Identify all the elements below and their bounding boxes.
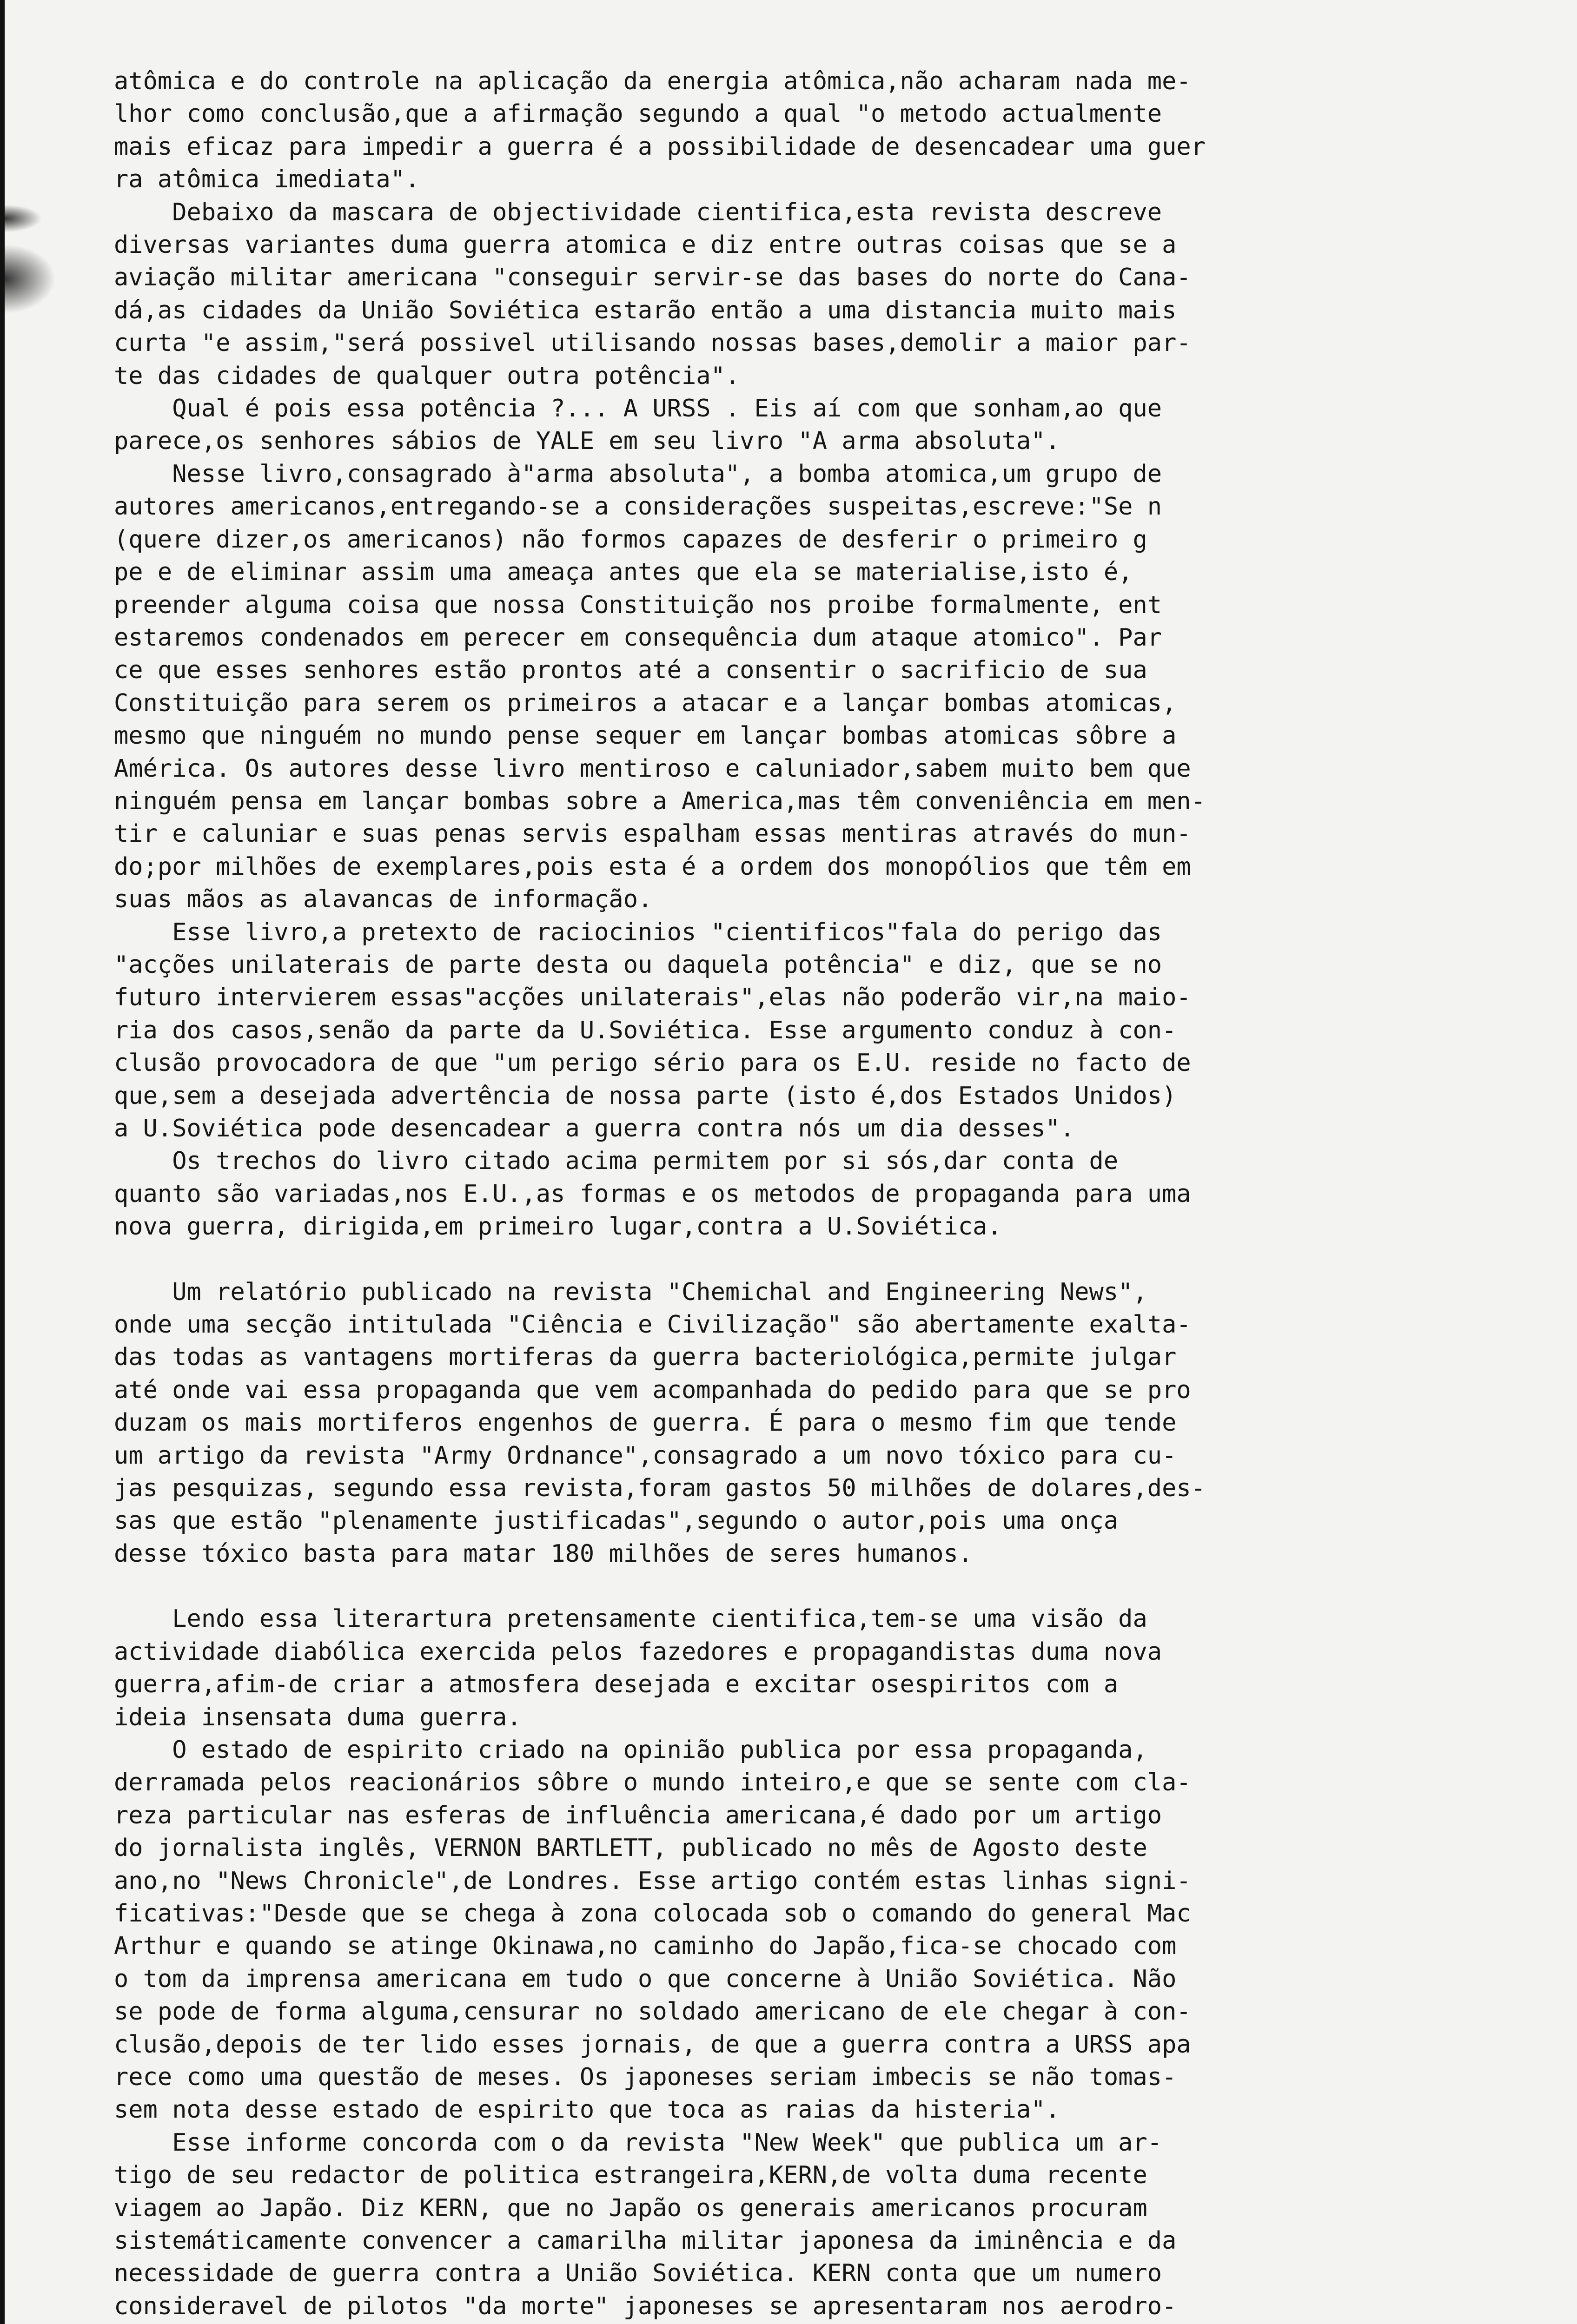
paragraph: [114, 196, 1504, 392]
text-line: do;por milhões de exemplares,pois esta é a ordem dos monopólios que têm em: [114, 852, 1191, 881]
text-line: desse tóxico basta para matar 180 milhões de seres humanos.: [114, 1539, 973, 1568]
scan-smudge: [5, 205, 42, 232]
text-line: Os trechos do livro citado acima permitem por si sós,dar conta de: [114, 1147, 1119, 1175]
document-body: [114, 65, 1504, 2324]
text-line: consideravel de pilotos "da morte" japoneses se apresentaram nos aerodro-: [114, 2292, 1177, 2320]
text-line: mesmo que ninguém no mundo pense sequer em lançar bombas atomicas sôbre a: [114, 722, 1177, 750]
text-line: necessidade de guerra contra a União Soviética. KERN conta que um numero: [114, 2259, 1162, 2288]
text-line: tir e caluniar e suas penas servis espalham essas mentiras através do mun-: [114, 820, 1191, 848]
text-line: América. Os autores desse livro mentiroso e caluniador,sabem muito bem que: [114, 754, 1191, 783]
text-line: quanto são variadas,nos E.U.,as formas e os metodos de propaganda para uma: [114, 1180, 1191, 1208]
text-line: até onde vai essa propaganda que vem acompanhada do pedido para que se pro: [114, 1376, 1191, 1404]
text-line: o tom da imprensa americana em tudo o que concerne à União Soviética. Não: [114, 1965, 1177, 1993]
text-line: Qual é pois essa potência ?... A URSS . Eis aí com que sonham,ao que: [114, 395, 1162, 423]
text-line: ninguém pensa em lançar bombas sobre a America,mas têm conveniência em men-: [114, 787, 1206, 815]
text-line: Esse informe concorda com o da revista "New Week" que publica um ar-: [114, 2128, 1162, 2157]
text-line: das todas as vantagens mortiferas da guerra bacteriológica,permite julgar: [114, 1343, 1177, 1372]
paragraph: [114, 916, 1504, 1145]
text-line: ra atômica imediata".: [114, 165, 420, 194]
text-line: clusão provocadora de que "um perigo sério para os E.U. reside no facto de: [114, 1049, 1191, 1077]
text-line: derramada pelos reacionários sôbre o mundo inteiro,e que se sente com cla-: [114, 1769, 1191, 1797]
text-line: tigo de seu redactor de politica estrangeira,KERN,de volta duma recente: [114, 2161, 1147, 2190]
text-line: Arthur e quando se atinge Okinawa,no caminho do Japão,fica-se chocado com: [114, 1932, 1177, 1961]
paragraph: [114, 1276, 1504, 1571]
paragraph: [114, 1734, 1504, 2126]
paragraph: [114, 1145, 1504, 1243]
scan-left-edge: [0, 0, 5, 2324]
text-line: viagem ao Japão. Diz KERN, que no Japão os generais americanos procuram: [114, 2194, 1147, 2222]
paragraph: [114, 65, 1504, 196]
text-line: sistemáticamente convencer a camarilha militar japonesa da iminência e da: [114, 2227, 1177, 2255]
text-line: actividade diabólica exercida pelos fazedores e propagandistas duma nova: [114, 1637, 1162, 1666]
text-line: mais eficaz para impedir a guerra é a possibilidade de desencadear uma guer: [114, 132, 1206, 161]
paragraph-gap: [114, 1570, 1504, 1603]
text-line: nova guerra, dirigida,em primeiro lugar,contra a U.Soviética.: [114, 1213, 1002, 1241]
text-line: Nesse livro,consagrado à"arma absoluta", a bomba atomica,um grupo de: [114, 460, 1162, 488]
text-line: Um relatório publicado na revista "Chemichal and Engineering News",: [114, 1278, 1147, 1306]
text-line: parece,os senhores sábios de YALE em seu livro "A arma absoluta".: [114, 427, 1060, 456]
paragraph: [114, 1603, 1504, 1734]
text-line: reza particular nas esferas de influência americana,é dado por um artigo: [114, 1801, 1162, 1829]
text-line: a U.Soviética pode desencadear a guerra contra nós um dia desses".: [114, 1115, 1075, 1142]
text-line: Lendo essa literartura pretensamente cientifica,tem-se uma visão da: [114, 1605, 1147, 1633]
text-line: estaremos condenados em perecer em consequência dum ataque atomico". Par: [114, 623, 1162, 652]
text-line: Esse livro,a pretexto de raciocinios "cientificos"fala do perigo das: [114, 918, 1162, 946]
text-line: onde uma secção intitulada "Ciência e Civilização" são abertamente exalta-: [114, 1311, 1191, 1339]
text-line: duzam os mais mortiferos engenhos de guerra. É para o mesmo fim que tende: [114, 1409, 1177, 1437]
paragraph: [114, 458, 1504, 916]
text-line: curta "e assim,"será possivel utilisando nossas bases,demolir a maior par-: [114, 329, 1191, 357]
text-line: atômica e do controle na aplicação da energia atômica,não acharam nada me-: [114, 67, 1191, 95]
text-line: preender alguma coisa que nossa Constituição nos proibe formalmente, ent: [114, 591, 1162, 619]
scan-smudge: [5, 244, 56, 314]
text-line: aviação militar americana "conseguir servir-se das bases do norte do Cana-: [114, 264, 1191, 292]
text-line: rece como uma questão de meses. Os japoneses seriam imbecis se não tomas-: [114, 2063, 1177, 2091]
text-line: dá,as cidades da União Soviética estarão então a uma distancia muito mais: [114, 296, 1177, 324]
text-line: O estado de espirito criado na opinião publica por essa propaganda,: [114, 1736, 1147, 1764]
text-line: sem nota desse estado de espirito que toca as raias da histeria".: [114, 2096, 1060, 2124]
paragraph-gap: [114, 1243, 1504, 1276]
text-line: diversas variantes duma guerra atomica e diz entre outras coisas que se a: [114, 231, 1177, 259]
text-line: pe e de eliminar assim uma ameaça antes que ela se materialise,isto é,: [114, 558, 1133, 587]
text-line: jas pesquizas, segundo essa revista,foram gastos 50 milhões de dolares,des-: [114, 1474, 1206, 1503]
text-line: sas que estão "plenamente justificadas",segundo o autor,pois uma onça: [114, 1507, 1119, 1535]
text-line: um artigo da revista "Army Ordnance",consagrado a um novo tóxico para cu-: [114, 1441, 1177, 1470]
paragraph: [114, 392, 1504, 458]
text-line: suas mãos as alavancas de informação.: [114, 885, 653, 914]
text-line: futuro intervierem essas"acções unilaterais",elas não poderão vir,na maio-: [114, 984, 1191, 1012]
text-line: lhor como conclusão,que a afirmação segundo a qual "o metodo actualmente: [114, 100, 1162, 128]
text-line: que,sem a desejada advertência de nossa parte (isto é,dos Estados Unidos): [114, 1082, 1177, 1110]
paragraph: [114, 2126, 1504, 2324]
text-line: Constituição para serem os primeiros a atacar e a lançar bombas atomicas,: [114, 689, 1177, 717]
text-line: (quere dizer,os americanos) não formos capazes de desferir o primeiro g: [114, 525, 1147, 554]
text-line: clusão,depois de ter lido esses jornais, de que a guerra contra a URSS apa: [114, 2030, 1191, 2059]
text-line: "acções unilaterais de parte desta ou daquela potência" e diz, que se no: [114, 951, 1162, 979]
text-line: do jornalista inglês, VERNON BARTLETT, publicado no mês de Agosto deste: [114, 1834, 1147, 1862]
text-line: te das cidades de qualquer outra potência".: [114, 362, 740, 390]
text-line: guerra,afim-de criar a atmosfera desejada e excitar osespiritos com a: [114, 1670, 1119, 1699]
text-line: ria dos casos,senão da parte da U.Soviética. Esse argumento conduz à con-: [114, 1016, 1177, 1044]
text-line: Debaixo da mascara de objectividade cientifica,esta revista descreve: [114, 198, 1162, 226]
text-line: se pode de forma alguma,censurar no soldado americano de ele chegar à con-: [114, 1998, 1191, 2026]
text-line: ce que esses senhores estão prontos até a consentir o sacrificio de sua: [114, 656, 1147, 685]
text-line: ano,no "News Chronicle",de Londres. Esse artigo contém estas linhas signi-: [114, 1867, 1191, 1895]
text-line: ideia insensata duma guerra.: [114, 1703, 522, 1731]
text-line: ficativas:"Desde que se chega à zona colocada sob o comando do general Mac: [114, 1899, 1191, 1928]
text-line: autores americanos,entregando-se a considerações suspeitas,escreve:"Se n: [114, 493, 1162, 521]
